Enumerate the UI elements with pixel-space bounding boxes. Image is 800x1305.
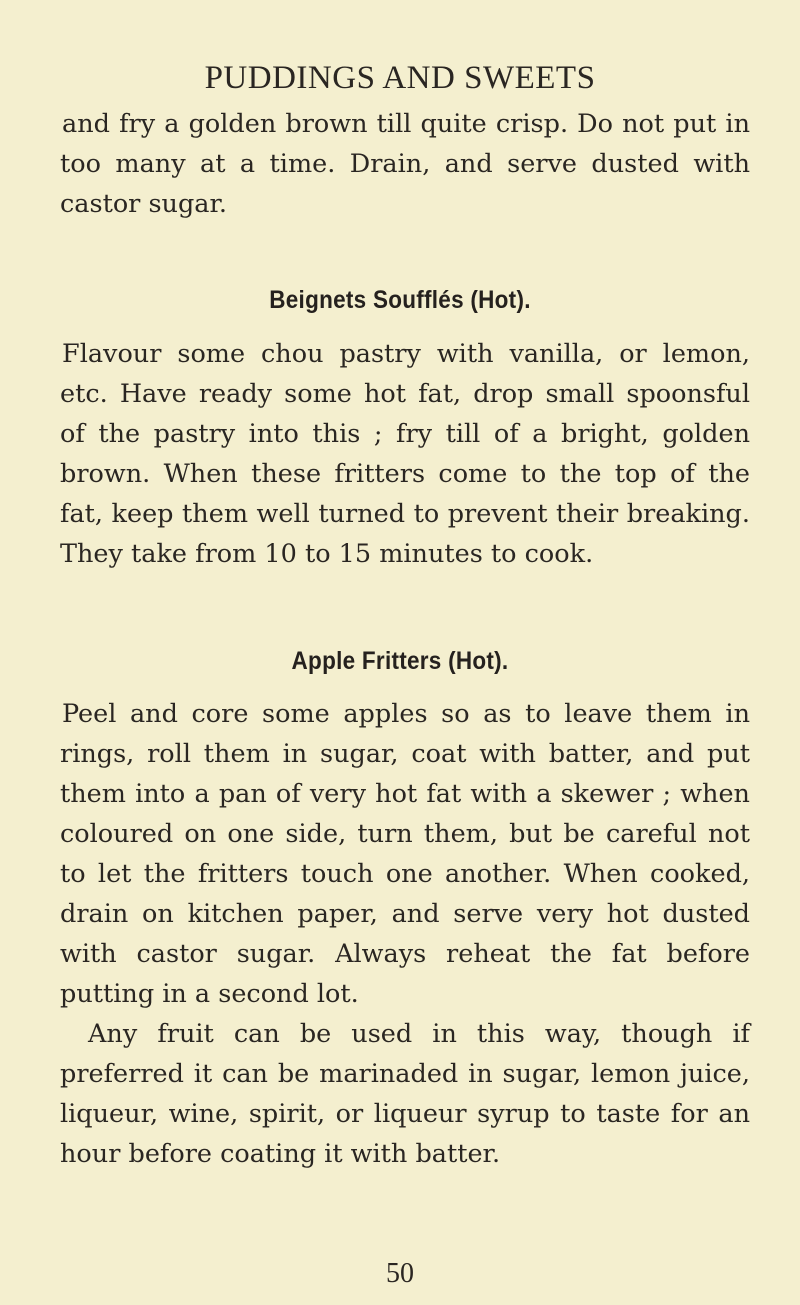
beignets-souffles-paragraph: Flavour some chou pastry with vanilla, or lemon, etc. Have ready some hot fat, drop small spoonsful of the pastry into this ; fry till of a bright, golden brown. When these fritters come to the top of the fat, keep them well turned to prevent their breaking. They take from 10 to 15 minutes to cook.	[60, 339, 750, 569]
apple-fritters-paragraph: Peel and core some apples so as to leave them in rings, roll them in sugar, coat with batter, and put them into a pan of very hot fat with a skewer ; when coloured on one side, turn them, but be careful not to let the fritters touch one another. When cooked, drain on kitchen paper, and serve very hot dusted with castor sugar. Always reheat the fat before putting in a second lot.	[60, 699, 750, 1009]
running-head: PUDDINGS AND SWEETS	[204, 60, 596, 96]
apple-fritters-heading: Apple Fritters (Hot).	[291, 647, 509, 675]
continuation-paragraph: and fry a golden brown till quite crisp. Do not put in too many at a time. Drain, and serve dusted with castor sugar.	[60, 109, 750, 219]
page-number: 50	[386, 1258, 414, 1289]
beignets-souffles-heading: Beignets Soufflés (Hot).	[269, 286, 531, 314]
apple-fritters-note-paragraph: Any fruit can be used in this way, though if preferred it can be marinaded in sugar, lemon juice, liqueur, wine, spirit, or liqueur syrup to taste for an hour before coating it with batter.	[60, 1019, 750, 1169]
